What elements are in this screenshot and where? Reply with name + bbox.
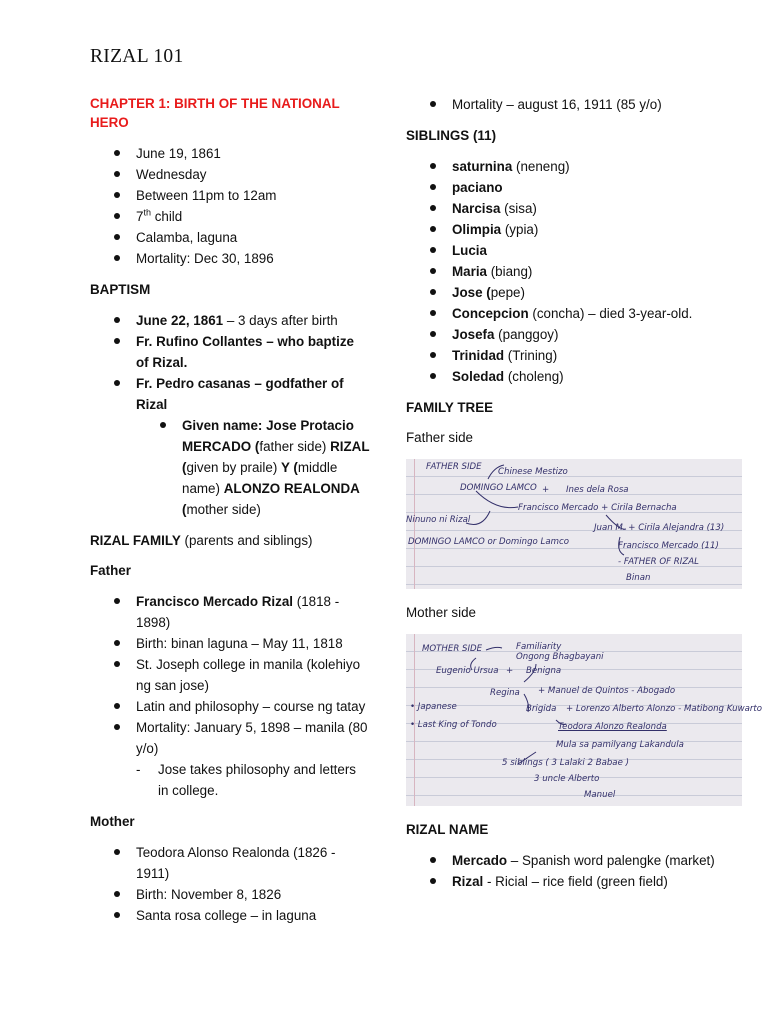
birth-list: [90, 143, 370, 269]
list-item: Rizal - Ricial – rice field (green field): [406, 871, 746, 892]
family-heading: RIZAL FAMILY (parents and siblings): [90, 533, 313, 548]
handwritten-note: Familiarity: [516, 642, 562, 652]
baptism-list: [90, 310, 370, 520]
siblings-heading: SIBLINGS (11): [406, 128, 497, 143]
list-item: Olimpia (ypia): [406, 219, 746, 240]
list-item: Soledad (choleng): [406, 366, 746, 387]
list-item: Jose (pepe): [406, 282, 746, 303]
mother-heading: Mother: [90, 814, 135, 829]
father-heading: Father: [90, 563, 131, 578]
handwritten-note: +: [542, 485, 550, 495]
handwritten-note: 5 siblings ( 3 Lalaki 2 Babae ): [502, 758, 629, 768]
list-item: Birth: November 8, 1826: [90, 884, 370, 905]
list-item: Trinidad (Trining): [406, 345, 746, 366]
handwritten-note: 3 uncle Alberto: [534, 774, 600, 784]
handwritten-note: Binan: [626, 573, 651, 583]
handwritten-note: DOMINGO LAMCO or Domingo Lamco: [408, 537, 569, 547]
mother-side-label: Mother side: [406, 605, 476, 620]
list-item: Latin and philosophy – course ng tatay: [90, 696, 370, 717]
list-item: Mercado – Spanish word palengke (market): [406, 850, 746, 871]
handwritten-note: Mula sa pamilyang Lakandula: [556, 740, 684, 750]
handwritten-note: Regina: [490, 688, 520, 698]
list-item: Mortality – august 16, 1911 (85 y/o): [406, 94, 746, 115]
handwritten-note: + Lorenzo Alberto Alonzo - Matibong Kuwarto: [566, 704, 763, 714]
list-item: saturnina (neneng): [406, 156, 746, 177]
handwritten-note: DOMINGO LAMCO: [460, 483, 537, 493]
father-side-label: Father side: [406, 430, 473, 445]
handwritten-note: Ines dela Rosa: [566, 485, 629, 495]
handwritten-note: Ongong Bhagbayani: [516, 652, 604, 662]
handwritten-note: Francisco Mercado + Cirila Bernacha: [518, 503, 677, 513]
list-item: - Jose takes philosophy and letters in college.: [136, 759, 370, 801]
rizal-name-list: [406, 850, 746, 892]
list-item: Lucia: [406, 240, 746, 261]
handwritten-note: • Japanese: [410, 702, 457, 712]
sublist: [136, 759, 370, 801]
list-item: paciano: [406, 177, 746, 198]
list-item: St. Joseph college in manila (kolehiyo ng san jose): [90, 654, 370, 696]
left-column: [90, 94, 370, 926]
handwritten-note: Juan M. + Cirila Alejandra (13): [594, 523, 725, 533]
handwritten-note: - FATHER OF RIZAL: [618, 557, 699, 567]
list-item: Between 11pm to 12am: [90, 185, 370, 206]
handwritten-note: MOTHER SIDE: [422, 644, 483, 654]
handwritten-note: Francisco Mercado (11): [618, 541, 719, 551]
handwritten-note: Teodora Alonzo Realonda: [558, 722, 667, 732]
sublist: [136, 415, 370, 520]
list-item: Mortality: Dec 30, 1896: [90, 248, 370, 269]
rizal-name-heading: RIZAL NAME: [406, 822, 489, 837]
list-item: 7th child: [90, 206, 370, 227]
siblings-list: [406, 156, 746, 387]
handwritten-note: FATHER SIDE: [426, 462, 482, 472]
handwritten-note: Brigida: [526, 704, 557, 714]
list-item: Birth: binan laguna – May 11, 1818: [90, 633, 370, 654]
list-item: Maria (biang): [406, 261, 746, 282]
handwritten-note: Ninuno ni Rizal: [406, 515, 471, 525]
handwritten-note: + Manuel de Quintos - Abogado: [538, 686, 676, 696]
list-item: Teodora Alonso Realonda (1826 - 1911): [90, 842, 370, 884]
handwritten-note: Benigna: [526, 666, 562, 676]
right-column: [406, 94, 763, 892]
baptism-heading: BAPTISM: [90, 282, 151, 297]
handwritten-note: • Last King of Tondo: [410, 720, 497, 730]
list-item: Narcisa (sisa): [406, 198, 746, 219]
father-list: [90, 591, 370, 801]
list-item: June 22, 1861 – 3 days after birth: [90, 310, 370, 331]
list-item: Santa rosa college – in laguna: [90, 905, 370, 926]
list-item: Calamba, laguna: [90, 227, 370, 248]
handwritten-note: +: [506, 666, 514, 676]
handwritten-note: Chinese Mestizo: [498, 467, 568, 477]
family-tree-heading: FAMILY TREE: [406, 400, 494, 415]
chapter-heading: CHAPTER 1: BIRTH OF THE NATIONAL HERO: [90, 96, 340, 130]
list-item: Concepcion (concha) – died 3-year-old.: [406, 303, 746, 324]
list-item: Wednesday: [90, 164, 370, 185]
mother-list: [90, 842, 370, 926]
father-side-handwritten-photo: [406, 459, 742, 589]
list-item: Fr. Rufino Collantes – who baptize of Rizal.: [90, 331, 370, 373]
list-item: Francisco Mercado Rizal (1818 - 1898): [90, 591, 370, 633]
list-item: June 19, 1861: [90, 143, 370, 164]
mother-list-continued: [406, 94, 746, 115]
document-title: RIZAL 101: [90, 46, 184, 67]
handwritten-note: Manuel: [584, 790, 616, 800]
list-item: Given name: Jose Protacio MERCADO (father side) RIZAL (given by praile) Y (middle name) ALONZO REALONDA (mother side): [136, 415, 370, 520]
mother-side-handwritten-photo: [406, 634, 763, 806]
list-item: Fr. Pedro casanas – godfather of Rizal Given name: Jose Protacio MERCADO (father side) RIZAL (given by praile) Y (middle name) ALONZO REALONDA (mother side): [90, 373, 370, 520]
list-item: Mortality: January 5, 1898 – manila (80 y/o) - Jose takes philosophy and letters in college.: [90, 717, 370, 801]
handwritten-note: Eugenio Ursua: [436, 666, 499, 676]
list-item: Josefa (panggoy): [406, 324, 746, 345]
